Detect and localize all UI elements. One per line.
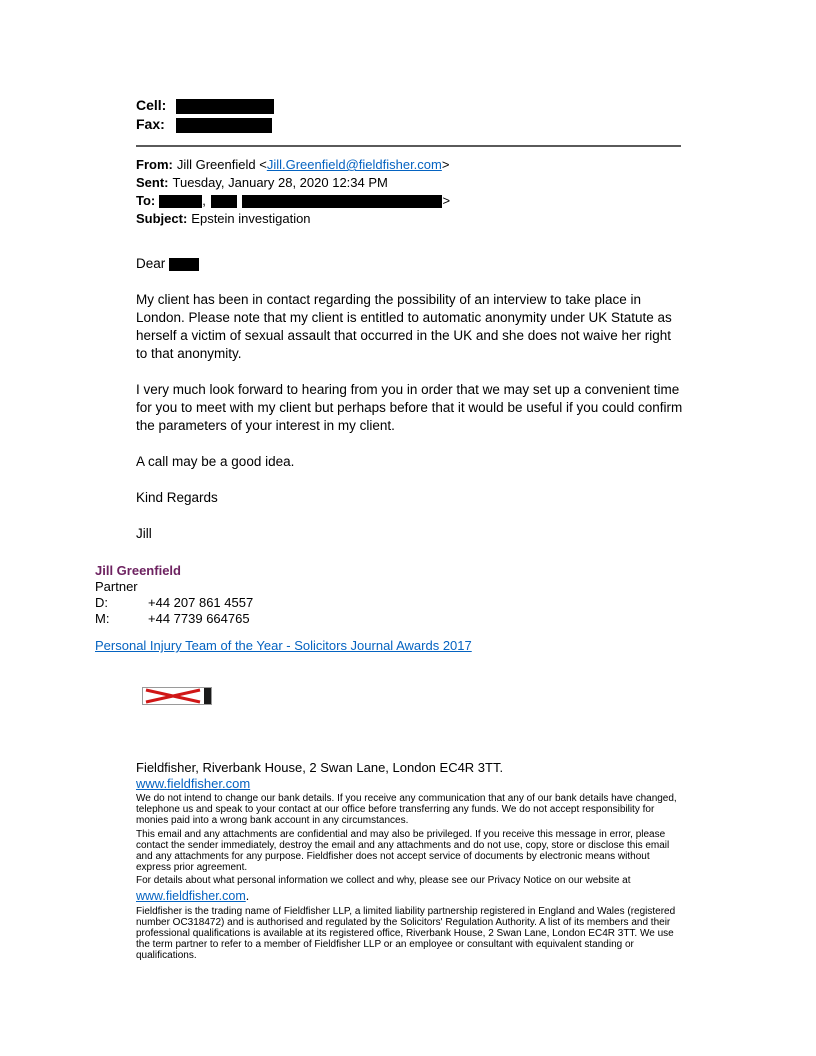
- privacy-website-link[interactable]: www.fieldfisher.com: [136, 888, 246, 903]
- to-comma: ,: [202, 193, 210, 208]
- from-name: Jill Greenfield <: [176, 157, 267, 172]
- direct-phone-label: D:: [95, 595, 108, 610]
- greeting-redaction-bar: [169, 258, 199, 271]
- fax-redaction-bar: [176, 118, 272, 133]
- mobile-phone-number: +44 7739 664765: [148, 611, 250, 626]
- to-redaction-bar-3: [242, 195, 442, 208]
- closing-line: Kind Regards: [136, 490, 218, 505]
- award-link[interactable]: Personal Injury Team of the Year - Solicitors Journal Awards 2017: [95, 638, 472, 653]
- mobile-phone-label: M:: [95, 611, 110, 626]
- company-website-link[interactable]: www.fieldfisher.com: [136, 776, 251, 791]
- logo-placeholder-image: [142, 687, 212, 705]
- sent-row: [136, 174, 682, 192]
- privacy-link-line: [136, 889, 684, 904]
- signature-block: [95, 563, 816, 627]
- website-line: [136, 776, 816, 791]
- bank-notice: We do not intend to change our bank details. If you receive any communication that any of our bank details have changed, telephone us and speak to your contact at our office before transferring any funds. We do not accept responsibility for monies paid into a wrong bank account in any circumstances.: [136, 793, 677, 827]
- privacy-period: .: [245, 888, 250, 903]
- from-row: [136, 156, 682, 174]
- from-email-link[interactable]: Jill.Greenfield@fieldfisher.com: [266, 157, 442, 172]
- to-redaction-bar-2: [211, 195, 237, 208]
- subject-row: [136, 210, 682, 228]
- body-paragraph-3: A call may be a good idea.: [136, 454, 295, 469]
- greeting-line: [136, 255, 684, 273]
- direct-phone-number: +44 207 861 4557: [148, 595, 254, 610]
- email-body: [136, 255, 684, 543]
- signoff-line: Jill: [136, 526, 152, 541]
- header-divider: [136, 145, 681, 147]
- company-address: Fieldfisher, Riverbank House, 2 Swan Lane, London EC4R 3TT.: [136, 760, 504, 775]
- to-suffix: >: [442, 193, 451, 208]
- fax-row: [136, 116, 816, 135]
- from-label: From:: [136, 157, 173, 172]
- privacy-notice: For details about what personal information we collect and why, please see our Privacy Notice on our website at: [136, 875, 631, 887]
- sent-label: Sent:: [136, 175, 169, 190]
- from-suffix: >: [441, 157, 450, 172]
- red-x-icon: [142, 687, 212, 705]
- cell-row: [136, 97, 816, 116]
- cell-redaction-bar: [176, 99, 274, 114]
- sent-value: Tuesday, January 28, 2020 12:34 PM: [172, 175, 388, 190]
- subject-label: Subject:: [136, 211, 188, 226]
- email-header: [136, 156, 682, 228]
- signature-name: Jill Greenfield: [95, 563, 181, 578]
- subject-value: Epstein investigation: [191, 211, 311, 226]
- greeting-text: Dear: [136, 256, 170, 271]
- body-paragraph-1: My client has been in contact regarding the possibility of an interview to take place in London. Please note that my client is entitled to automatic anonymity under UK Statute as herself a victim of sexual assault that occurred in the UK and she does not waive her right to that anonymity.: [136, 292, 672, 361]
- to-redaction-bar-1: [159, 195, 202, 208]
- direct-phone-row: [95, 595, 816, 611]
- to-label: To:: [136, 193, 156, 208]
- cell-label: Cell:: [136, 97, 167, 113]
- to-row: [136, 192, 682, 210]
- body-paragraph-2: I very much look forward to hearing from you in order that we may set up a convenient time for you to meet with my client but perhaps before that it would be useful if you could confirm the parameters of your interest in my client.: [136, 382, 683, 433]
- registration-notice: Fieldfisher is the trading name of Fieldfisher LLP, a limited liability partnership registered in England and Wales (registered number OC318472) and is authorised and regulated by the Solicitors' Regulation Authority. A list of its members and their professional qualifications is available at its registered office, Riverbank House, 2 Swan Lane, London EC4R 3TT. We use the term partner to refer to a member of Fieldfisher LLP or an employee or consultant with equivalent standing or qualifications.: [136, 905, 676, 962]
- mobile-phone-row: [95, 611, 816, 627]
- signature-role: Partner: [95, 579, 138, 594]
- fax-label: Fax:: [136, 116, 165, 132]
- legal-fineprint: [136, 793, 684, 962]
- confidentiality-notice: This email and any attachments are confidential and may also be privileged. If you receive this message in error, please contact the sender immediately, destroy the email and any attachments and do not use, copy, store or disclose this email and any attachments for any purpose. Fieldfisher does not accept service of documents by electronic means without express prior agreement.: [136, 828, 670, 874]
- award-line: [95, 638, 816, 653]
- contact-block: [136, 0, 816, 135]
